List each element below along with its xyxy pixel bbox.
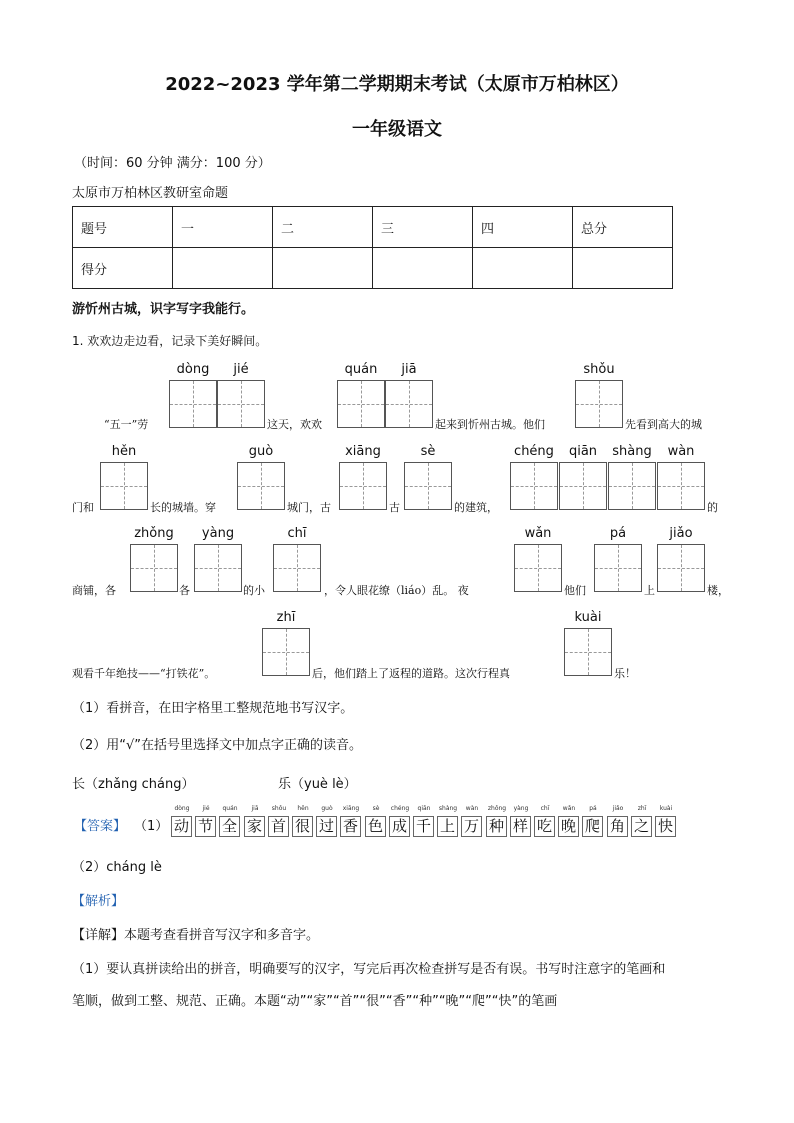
tianzige-box[interactable]	[594, 544, 642, 592]
passage-text: 各	[179, 584, 190, 597]
pinyin-label: sè	[420, 444, 436, 459]
passage-text: 长的城墙。穿	[150, 501, 216, 514]
passage-text: 的建筑，	[454, 501, 498, 514]
passage-text: 后，他们踏上了返程的道路。这次行程真	[312, 667, 510, 680]
answer-pinyin: chéng	[390, 805, 410, 812]
section-heading: 游忻州古城，识字写字我能行。	[72, 302, 255, 317]
answer-pinyin: kuài	[659, 805, 673, 812]
pinyin-label: kuài	[574, 610, 602, 625]
table-cell: 得分	[73, 248, 173, 289]
pinyin-label: pá	[609, 526, 627, 541]
answer-pinyin: jiǎo	[612, 805, 624, 812]
answer-character: 全	[219, 816, 240, 837]
answer-pinyin: chī	[540, 805, 550, 812]
answer-label: 【答案】	[74, 819, 127, 834]
tianzige-box[interactable]	[169, 380, 217, 428]
pinyin-label: wàn	[667, 444, 695, 459]
answer-character: 千	[413, 816, 434, 837]
answer-character: 成	[389, 816, 410, 837]
table-cell: 总分	[573, 207, 673, 248]
passage-text: 起来到忻州古城。他们	[435, 418, 545, 431]
analysis-paragraph: （1）要认真拼读给出的拼音，明确要写的汉字，写完后再次检查拼写是否有误。书写时注意字的笔画和	[72, 962, 666, 977]
sub-question-1: （1）看拼音，在田字格里工整规范地书写汉字。	[72, 701, 354, 716]
answer-part2: （2）cháng lè	[72, 860, 162, 875]
tianzige-box[interactable]	[262, 628, 310, 676]
answer-character: 香	[340, 816, 361, 837]
answer-part1-label: （1）	[134, 819, 169, 834]
answer-pinyin: qiān	[417, 805, 431, 812]
answer-character: 爬	[582, 816, 603, 837]
table-row	[73, 248, 673, 289]
score-input-cell[interactable]	[473, 248, 573, 289]
answer-pinyin: wàn	[465, 805, 479, 812]
pinyin-label: quán	[344, 362, 378, 377]
answer-pinyin: zhī	[637, 805, 647, 812]
pinyin-label: guò	[248, 444, 274, 459]
pinyin-label: shǒu	[583, 362, 615, 377]
answer-character: 上	[437, 816, 458, 837]
passage-text: 他们	[564, 584, 586, 597]
exam-author: 太原市万柏林区教研室命题	[72, 186, 229, 201]
score-input-cell[interactable]	[273, 248, 373, 289]
sub-question-2: （2）用“√”在括号里选择文中加点字正确的读音。	[72, 738, 363, 753]
table-cell: 二	[273, 207, 373, 248]
answer-character: 快	[655, 816, 676, 837]
score-table	[72, 206, 673, 289]
pinyin-label: hěn	[111, 444, 137, 459]
passage-text: 商铺，各	[72, 584, 116, 597]
passage-text: 这天，欢欢	[267, 418, 322, 431]
passage-text: 的小	[243, 584, 265, 597]
tianzige-box[interactable]	[657, 462, 705, 510]
tianzige-box[interactable]	[237, 462, 285, 510]
pinyin-label: xiāng	[345, 444, 381, 459]
detail-label: 【详解】	[72, 928, 125, 943]
tianzige-box[interactable]	[194, 544, 242, 592]
tianzige-box[interactable]	[337, 380, 385, 428]
answer-pinyin: jiā	[251, 805, 259, 812]
passage-text: ，令人眼花缭（liáo）乱。 夜	[324, 584, 469, 597]
answer-pinyin: hěn	[297, 805, 309, 812]
answer-character: 很	[292, 816, 313, 837]
answer-character: 色	[365, 816, 386, 837]
answer-pinyin: jié	[202, 805, 210, 812]
answer-pinyin: guò	[321, 805, 333, 812]
answer-pinyin: wǎn	[562, 805, 576, 812]
detail-text: 本题考查看拼音写汉字和多音字。	[124, 928, 320, 943]
pinyin-label: jiā	[401, 362, 417, 377]
passage-text: 门和	[72, 501, 94, 514]
tianzige-box[interactable]	[385, 380, 433, 428]
answer-character: 万	[461, 816, 482, 837]
pronunciation-choice[interactable]: 长（zhǎng cháng）	[72, 777, 195, 792]
pinyin-label: jié	[233, 362, 249, 377]
tianzige-box[interactable]	[404, 462, 452, 510]
table-cell: 三	[373, 207, 473, 248]
passage-text: 的	[707, 501, 718, 514]
tianzige-box[interactable]	[575, 380, 623, 428]
answer-pinyin: sè	[372, 805, 380, 812]
answer-character: 吃	[534, 816, 555, 837]
answer-character: 样	[510, 816, 531, 837]
tianzige-box[interactable]	[564, 628, 612, 676]
page-title: 2022~2023 学年第二学期期末考试（太原市万柏林区）	[165, 74, 629, 95]
tianzige-box[interactable]	[100, 462, 148, 510]
answer-pinyin: shàng	[438, 805, 458, 812]
pinyin-label: zhǒng	[134, 526, 174, 541]
pinyin-label: shàng	[612, 444, 652, 459]
pronunciation-choice[interactable]: 乐（yuè lè）	[278, 777, 357, 792]
score-input-cell[interactable]	[173, 248, 273, 289]
pinyin-label: zhī	[276, 610, 296, 625]
score-input-cell[interactable]	[373, 248, 473, 289]
pinyin-label: jiǎo	[669, 526, 693, 541]
passage-text: 先看到高大的城	[625, 418, 702, 431]
answer-pinyin: pá	[589, 805, 597, 812]
question-prompt: 1. 欢欢边走边看，记录下美好瞬间。	[72, 334, 268, 348]
table-cell: 一	[173, 207, 273, 248]
tianzige-box[interactable]	[608, 462, 656, 510]
answer-pinyin: shǒu	[271, 805, 287, 812]
table-cell: 题号	[73, 207, 173, 248]
tianzige-box[interactable]	[510, 462, 558, 510]
tianzige-box[interactable]	[559, 462, 607, 510]
answer-character: 家	[244, 816, 265, 837]
exam-info: （时间：60 分钟 满分：100 分）	[74, 156, 271, 171]
answer-pinyin: xiāng	[342, 805, 360, 812]
passage-text: “五一”劳	[104, 418, 149, 431]
answer-character: 晚	[558, 816, 579, 837]
pinyin-label: chī	[287, 526, 307, 541]
tianzige-box[interactable]	[130, 544, 178, 592]
tianzige-box[interactable]	[273, 544, 321, 592]
answer-pinyin: yàng	[513, 805, 529, 812]
answer-pinyin: zhǒng	[487, 805, 507, 812]
answer-pinyin: dòng	[174, 805, 190, 812]
pinyin-label: dòng	[176, 362, 210, 377]
answer-pinyin: quán	[222, 805, 238, 812]
pinyin-label: yàng	[201, 526, 235, 541]
table-row	[73, 207, 673, 248]
answer-character: 角	[607, 816, 628, 837]
passage-text: 城门，古	[287, 501, 331, 514]
analysis-label: 【解析】	[72, 894, 125, 909]
answer-character: 过	[316, 816, 337, 837]
subject-title: 一年级语文	[352, 119, 442, 140]
passage-text: 楼，	[707, 584, 729, 597]
answer-character: 首	[268, 816, 289, 837]
passage-text: 观看千年绝技——“打铁花”。	[72, 667, 216, 680]
score-input-cell[interactable]	[573, 248, 673, 289]
passage-text: 古	[389, 501, 400, 514]
passage-text: 上	[644, 584, 655, 597]
answer-character: 之	[631, 816, 652, 837]
pinyin-label: wǎn	[524, 526, 552, 541]
passage-text: 乐！	[614, 667, 636, 680]
answer-character: 种	[486, 816, 507, 837]
analysis-paragraph: 笔顺，做到工整、规范、正确。本题“动”“家”“首”“很”“香”“种”“晚”“爬”“快”的笔画	[72, 994, 558, 1009]
table-cell: 四	[473, 207, 573, 248]
pinyin-label: chéng	[514, 444, 554, 459]
tianzige-box[interactable]	[657, 544, 705, 592]
tianzige-box[interactable]	[217, 380, 265, 428]
answer-character: 节	[195, 816, 216, 837]
pinyin-label: qiān	[568, 444, 598, 459]
answer-character: 动	[171, 816, 192, 837]
tianzige-box[interactable]	[339, 462, 387, 510]
detail-line	[72, 924, 319, 943]
tianzige-box[interactable]	[514, 544, 562, 592]
